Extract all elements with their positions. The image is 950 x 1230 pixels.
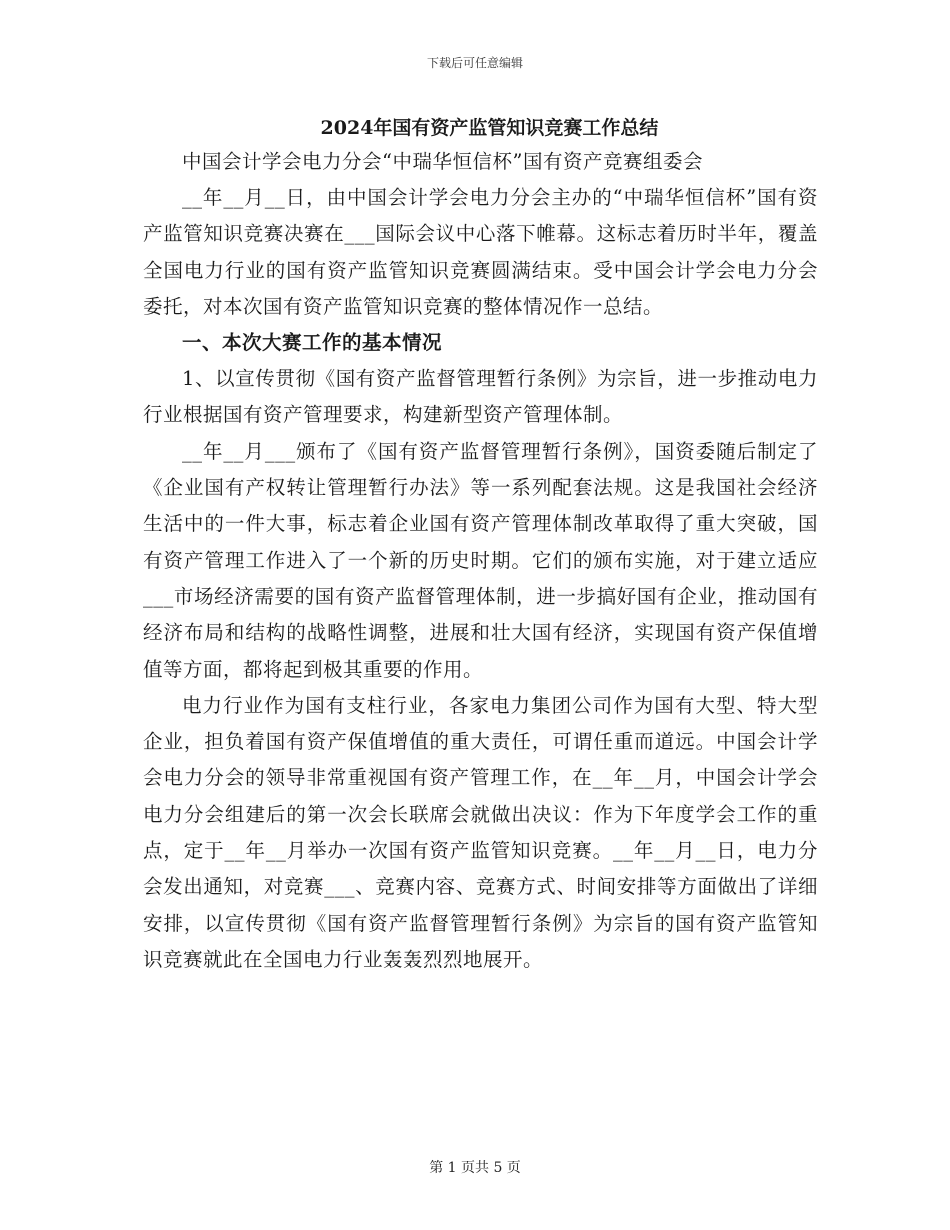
regulation-paragraph: __年__月___颁布了《国有资产监督管理暂行条例》，国资委随后制定了《企业国有产权转让管理暂行办法》等一系列配套法规。这是我国社会经济生活中的一件大事，标志着企业国有资产管理体制改革取得了重大突破，国有资产管理工作进入了一个新的历史时期。它们的颁布实施，对于建立适应___市场经济需要的国有资产监督管理体制，进一步搞好国有企业，推动国有经济布局和结构的战略性调整，进展和壮大国有经济，实现国有资产保值增值等方面，都将起到极其重要的作用。 — [143, 439, 818, 681]
section-heading: 一、本次大赛工作的基本情况 — [182, 331, 443, 355]
industry-paragraph: 电力行业作为国有支柱行业，各家电力集团公司作为国有大型、特大型企业，担负着国有资产保值增值的重大责任，可谓任重而道远。中国会计学会电力分会的领导非常重视国有资产管理工作，在__年__月，中国会计学会电力分会组建后的第一次会长联席会就做出决议：作为下年度学会工作的重点，定于__年__月举办一次国有资产监管知识竞赛。__年__月__日，电力分会发出通知，对竞赛___、竞赛内容、竞赛方式、时间安排等方面做出了详细安排，以宣传贯彻《国有资产监督管理暂行条例》为宗旨的国有资产监管知识竞赛就此在全国电力行业轰轰烈烈地展开。 — [143, 693, 818, 971]
document-body — [143, 112, 818, 978]
page-footer: 第 1 页共 5 页 — [429, 1160, 521, 1176]
document-subtitle: 中国会计学会电力分会“中瑞华恒信杯”国有资产竞赛组委会 — [182, 150, 703, 173]
document-title: 2024年国有资产监管知识竞赛工作总结 — [320, 117, 659, 139]
intro-paragraph: __年__月__日，由中国会计学会电力分会主办的“中瑞华恒信杯”国有资产监管知识竞赛决赛在___国际会议中心落下帷幕。这标志着历时半年，覆盖全国电力行业的国有资产监管知识竞赛圆满结束。受中国会计学会电力分会委托，对本次国有资产监管知识竞赛的整体情况作一总结。 — [143, 186, 818, 318]
header-note: 下载后可任意编辑 — [426, 56, 523, 70]
point-1-paragraph: 1、以宣传贯彻《国有资产监督管理暂行条例》为宗旨，进一步推动电力行业根据国有资产管理要求，构建新型资产管理体制。 — [143, 367, 818, 427]
